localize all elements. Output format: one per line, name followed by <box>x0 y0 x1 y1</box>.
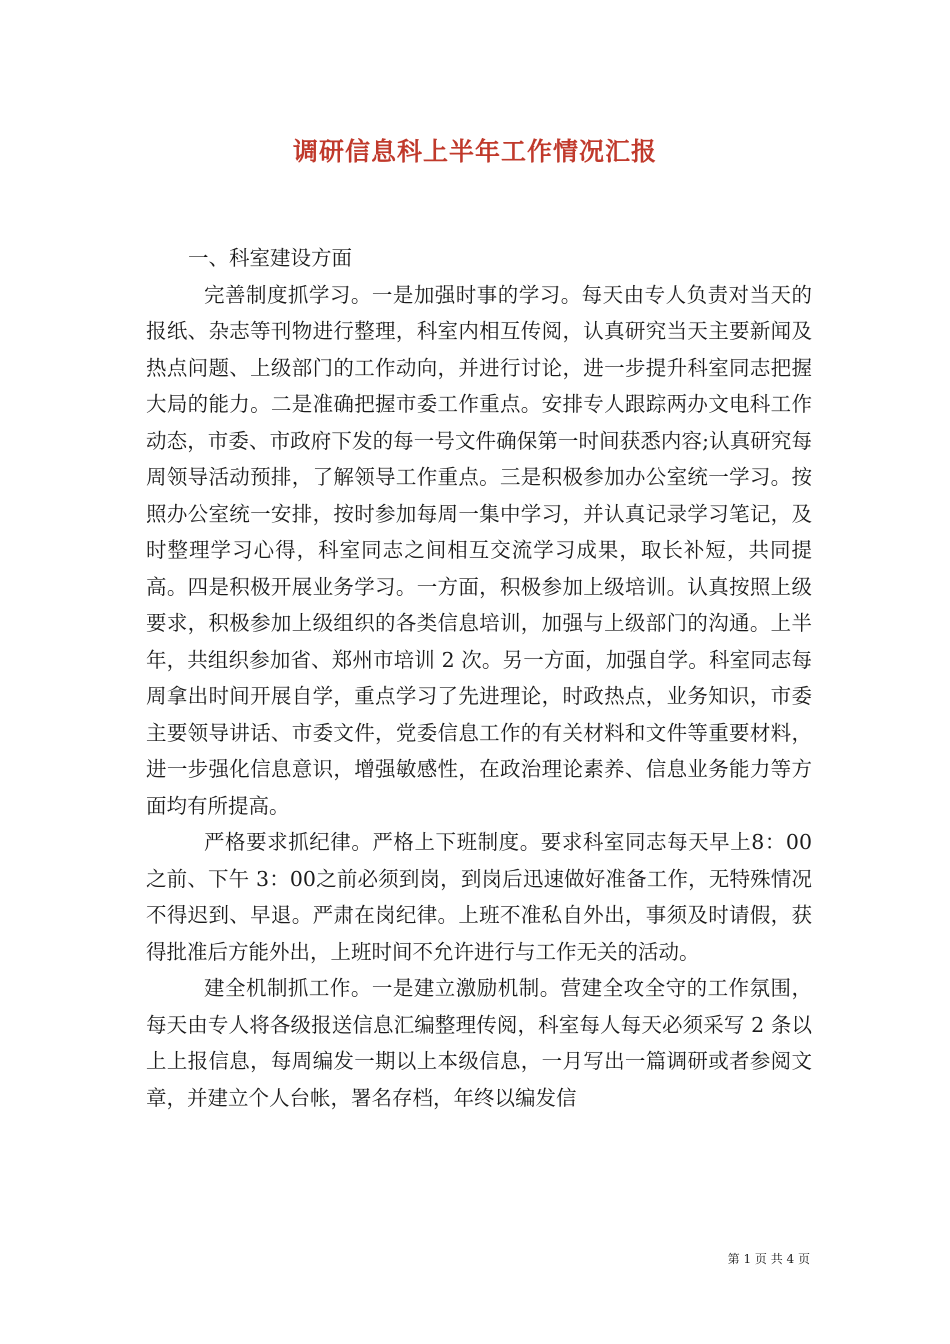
paragraph-discipline: 严格要求抓纪律。严格上下班制度。要求科室同志每天早上8：00之前、下午 3：00之前必须到岗，到岗后迅速做好准备工作，无特殊情况不得迟到、早退。严肃在岗纪律。上班不准私自外出，事须及时请假，获得批准后方能外出，上班时间不允许进行与工作无关的活动。 <box>146 830 812 964</box>
document-title: 调研信息科上半年工作情况汇报 <box>292 137 657 166</box>
document-body <box>146 240 812 1116</box>
paragraph-study: 完善制度抓学习。一是加强时事的学习。每天由专人负责对当天的报纸、杂志等刊物进行整理，科室内相互传阅，认真研究当天主要新闻及热点问题、上级部门的工作动向，并进行讨论，进一步提升科室同志把握大局的能力。二是准确把握市委工作重点。安排专人跟踪两办文电科工作动态，市委、市政府下发的每一号文件确保第一时间获悉内容;认真研究每周领导活动预排，了解领导工作重点。三是积极参加办公室统一学习。按照办公室统一安排，按时参加每周一集中学习，并认真记录学习笔记，及时整理学习心得，科室同志之间相互交流学习成果，取长补短，共同提高。四是积极开展业务学习。一方面，积极参加上级培训。认真按照上级要求，积极参加上级组织的各类信息培训，加强与上级部门的沟通。上半年，共组织参加省、郑州市培训 2 次。另一方面，加强自学。科室同志每周拿出时间开展自学，重点学习了先进理论，时政热点，业务知识，市委主要领导讲话、市委文件，党委信息工作的有关材料和文件等重要材料，进一步强化信息意识，增强敏感性，在政治理论素养、信息业务能力等方面均有所提高。 <box>146 282 812 818</box>
page-number: 第 1 页 共 4 页 <box>727 1252 810 1266</box>
paragraph-mechanism: 建全机制抓工作。一是建立激励机制。营建全攻全守的工作氛围，每天由专人将各级报送信息汇编整理传阅，科室每人每天必须采写 2 条以上上报信息，每周编发一期以上本级信息，一月写出一篇调研或者参阅文章，并建立个人台帐，署名存档，年终以编发信 <box>146 976 812 1110</box>
section-heading: 一、科室建设方面 <box>188 246 352 270</box>
